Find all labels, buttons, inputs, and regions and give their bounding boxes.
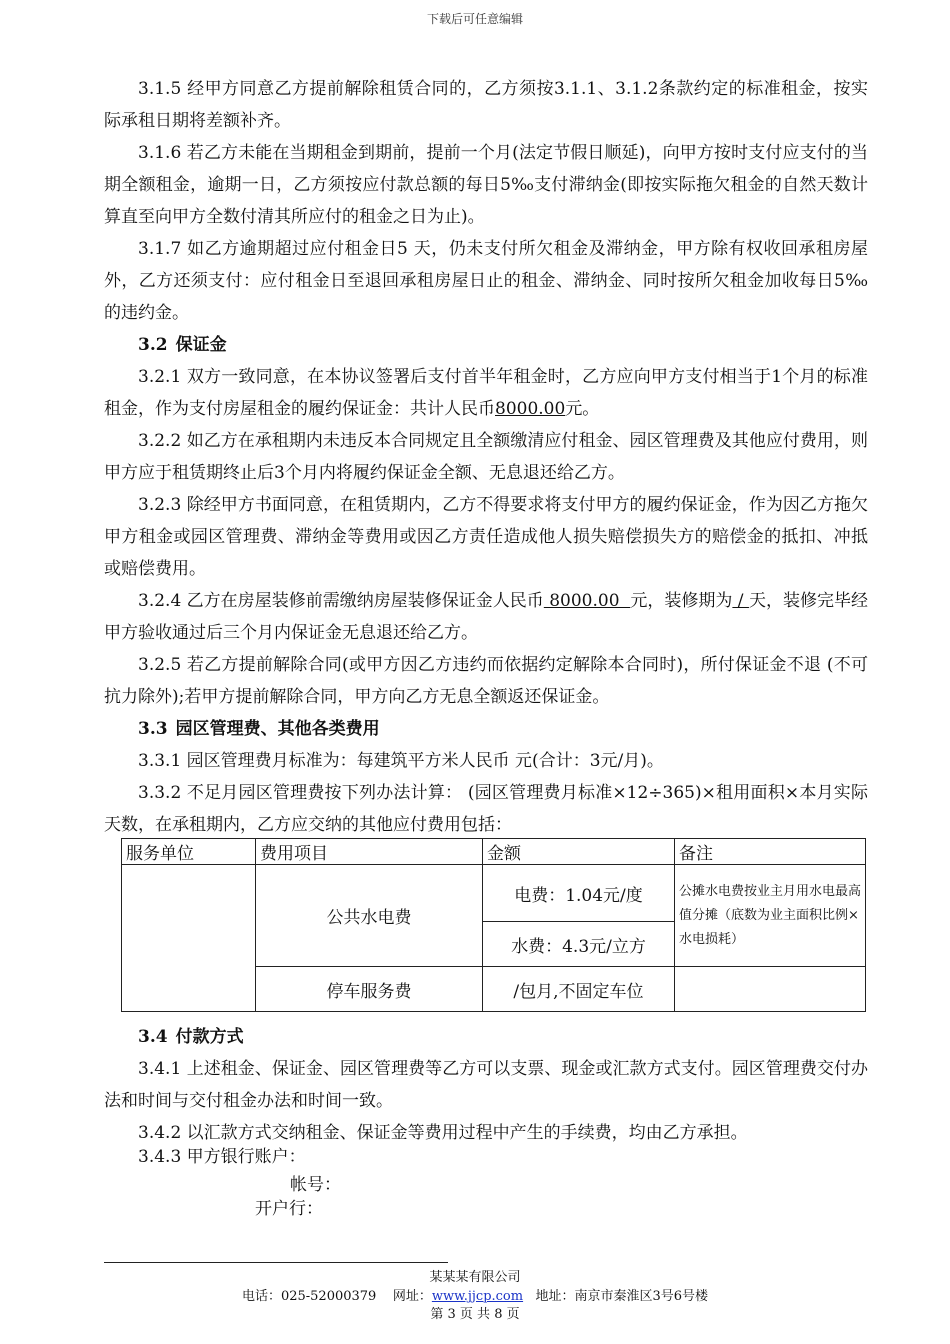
clause-3-4-1: 3.4.1 上述租金、保证金、园区管理费等乙方可以支票、现金或汇款方式支付。园区管理费交付办法和时间与交付租金办法和时间一致。 [104,1059,868,1111]
clause-text: 元，装修期为 [630,591,733,611]
note-cell: 公摊水电费按业主月用水电最高值分摊（底数为业主面积比例×水电损耗） [675,865,866,967]
amount-cell: /包月,不固定车位 [483,967,675,1012]
bank-label: 开户行： [255,1199,323,1219]
footer-address: 地址：南京市秦淮区3号6号楼 [535,1289,709,1304]
clause-3-2-1 [104,361,868,425]
table-row [122,865,866,922]
clause-3-2-3: 3.2.3 除经甲方书面同意，在租赁期内，乙方不得要求将支付甲方的履约保证金，作为因乙方拖欠甲方租金或园区管理费、滞纳金等费用或因乙方责任造成他人损失赔偿损失方的赔偿金的抵扣、冲抵或赔偿费用。 [104,495,868,579]
footer-contact [0,1285,950,1304]
footer-divider [104,1262,448,1263]
renovation-deposit-amount: 8000.00 [543,591,631,611]
header-cell: 服务单位 [122,839,256,865]
footer-page-number: 第 3 页 共 8 页 [430,1307,520,1322]
clause-text: 3.2.4 乙方在房屋装修前需缴纳房屋装修保证金人民币 [138,591,544,611]
section-number: 3.3 [138,719,168,739]
footer-site-link[interactable]: www.jjcp.com [431,1289,524,1304]
clause-3-1-6: 3.1.6 若乙方未能在当期租金到期前，提前一个月(法定节假日顺延)，向甲方按时支付应支付的当期全额租金，逾期一日，乙方须按应付款总额的每日5‰支付滞纳金(即按实际拖欠租金的自然天数计算直至向甲方全数付清其所应付的租金之日为止)。 [104,143,868,227]
section-title: 园区管理费、其他各类费用 [175,719,380,739]
amount-cell: 电费：1.04元/度 [483,865,675,922]
note-cell [675,967,866,1012]
clause-3-2-4 [104,585,868,649]
section-number: 3.2 [138,335,168,355]
clause-text: 3.2.1 双方一致同意，在本协议签署后支付首半年租金时，乙方应向甲方支付相当于1个月的标准租金，作为支付房屋租金的履约保证金：共计人民币 [104,367,868,419]
renovation-days: / [732,591,749,611]
clause-text: 天，装修完毕经甲方验收通过后三个月内保证金无息退还给乙方。 [104,591,868,643]
clause-3-2-2: 3.2.2 如乙方在承租期内未违反本合同规定且全额缴清应付租金、园区管理费及其他应付费用，则甲方应于租赁期终止后3个月内将履约保证金全额、无息退还给乙方。 [104,431,868,483]
header-cell: 金额 [483,839,675,865]
clause-3-3-2: 3.3.2 不足月园区管理费按下列办法计算： (园区管理费月标准×12÷365)×租用面积×本月实际天数，在承租期内，乙方应交纳的其他应付费用包括： [104,783,868,835]
footer-site-label: 网址： [392,1289,432,1304]
section-3-4-heading [104,1021,868,1053]
header-cell: 备注 [675,839,866,865]
fee-table [121,838,866,1012]
clause-3-4-3: 3.4.3 甲方银行账户： [138,1147,306,1167]
clause-3-4-2: 3.4.2 以汇款方式交纳租金、保证金等费用过程中产生的手续费，均由乙方承担。 [138,1123,748,1143]
clause-3-2-5: 3.2.5 若乙方提前解除合同(或甲方因乙方违约而依据约定解除本合同时)，所付保证金不退 (不可抗力除外);若甲方提前解除合同，甲方向乙方无息全额返还保证金。 [104,655,868,707]
service-unit-cell [122,865,256,1012]
amount-cell: 水费：4.3元/立方 [483,922,675,967]
header-cell: 费用项目 [256,839,483,865]
deposit-amount: 8000.00 [495,399,566,419]
table-header-row [122,839,866,865]
page-header: 下载后可任意编辑 [426,12,523,26]
clause-3-1-7: 3.1.7 如乙方逾期超过应付租金日5 天，仍未支付所欠租金及滞纳金，甲方除有权收回承租房屋外，乙方还须支付：应付租金日至退回承租房屋日止的租金、滞纳金、同时按所欠租金加收每日5‰的违约金。 [104,239,868,323]
account-label: 帐号： [290,1175,341,1195]
footer-phone: 电话：025-52000379 [241,1289,377,1304]
section-3-3-heading [104,713,868,745]
clause-3-3-1: 3.3.1 园区管理费月标准为：每建筑平方米人民币 元(合计：3元/月)。 [138,751,664,771]
fee-item-cell: 公共水电费 [256,865,483,967]
fee-item-cell: 停车服务费 [256,967,483,1012]
section-3-2-heading [104,329,868,361]
section-title: 保证金 [175,335,227,355]
section-title: 付款方式 [175,1027,244,1047]
clause-text: 元。 [565,399,600,419]
footer-company: 某某某有限公司 [429,1270,521,1285]
clause-3-1-5: 3.1.5 经甲方同意乙方提前解除租赁合同的，乙方须按3.1.1、3.1.2条款约定的标准租金，按实际承租日期将差额补齐。 [104,79,868,131]
section-number: 3.4 [138,1027,168,1047]
